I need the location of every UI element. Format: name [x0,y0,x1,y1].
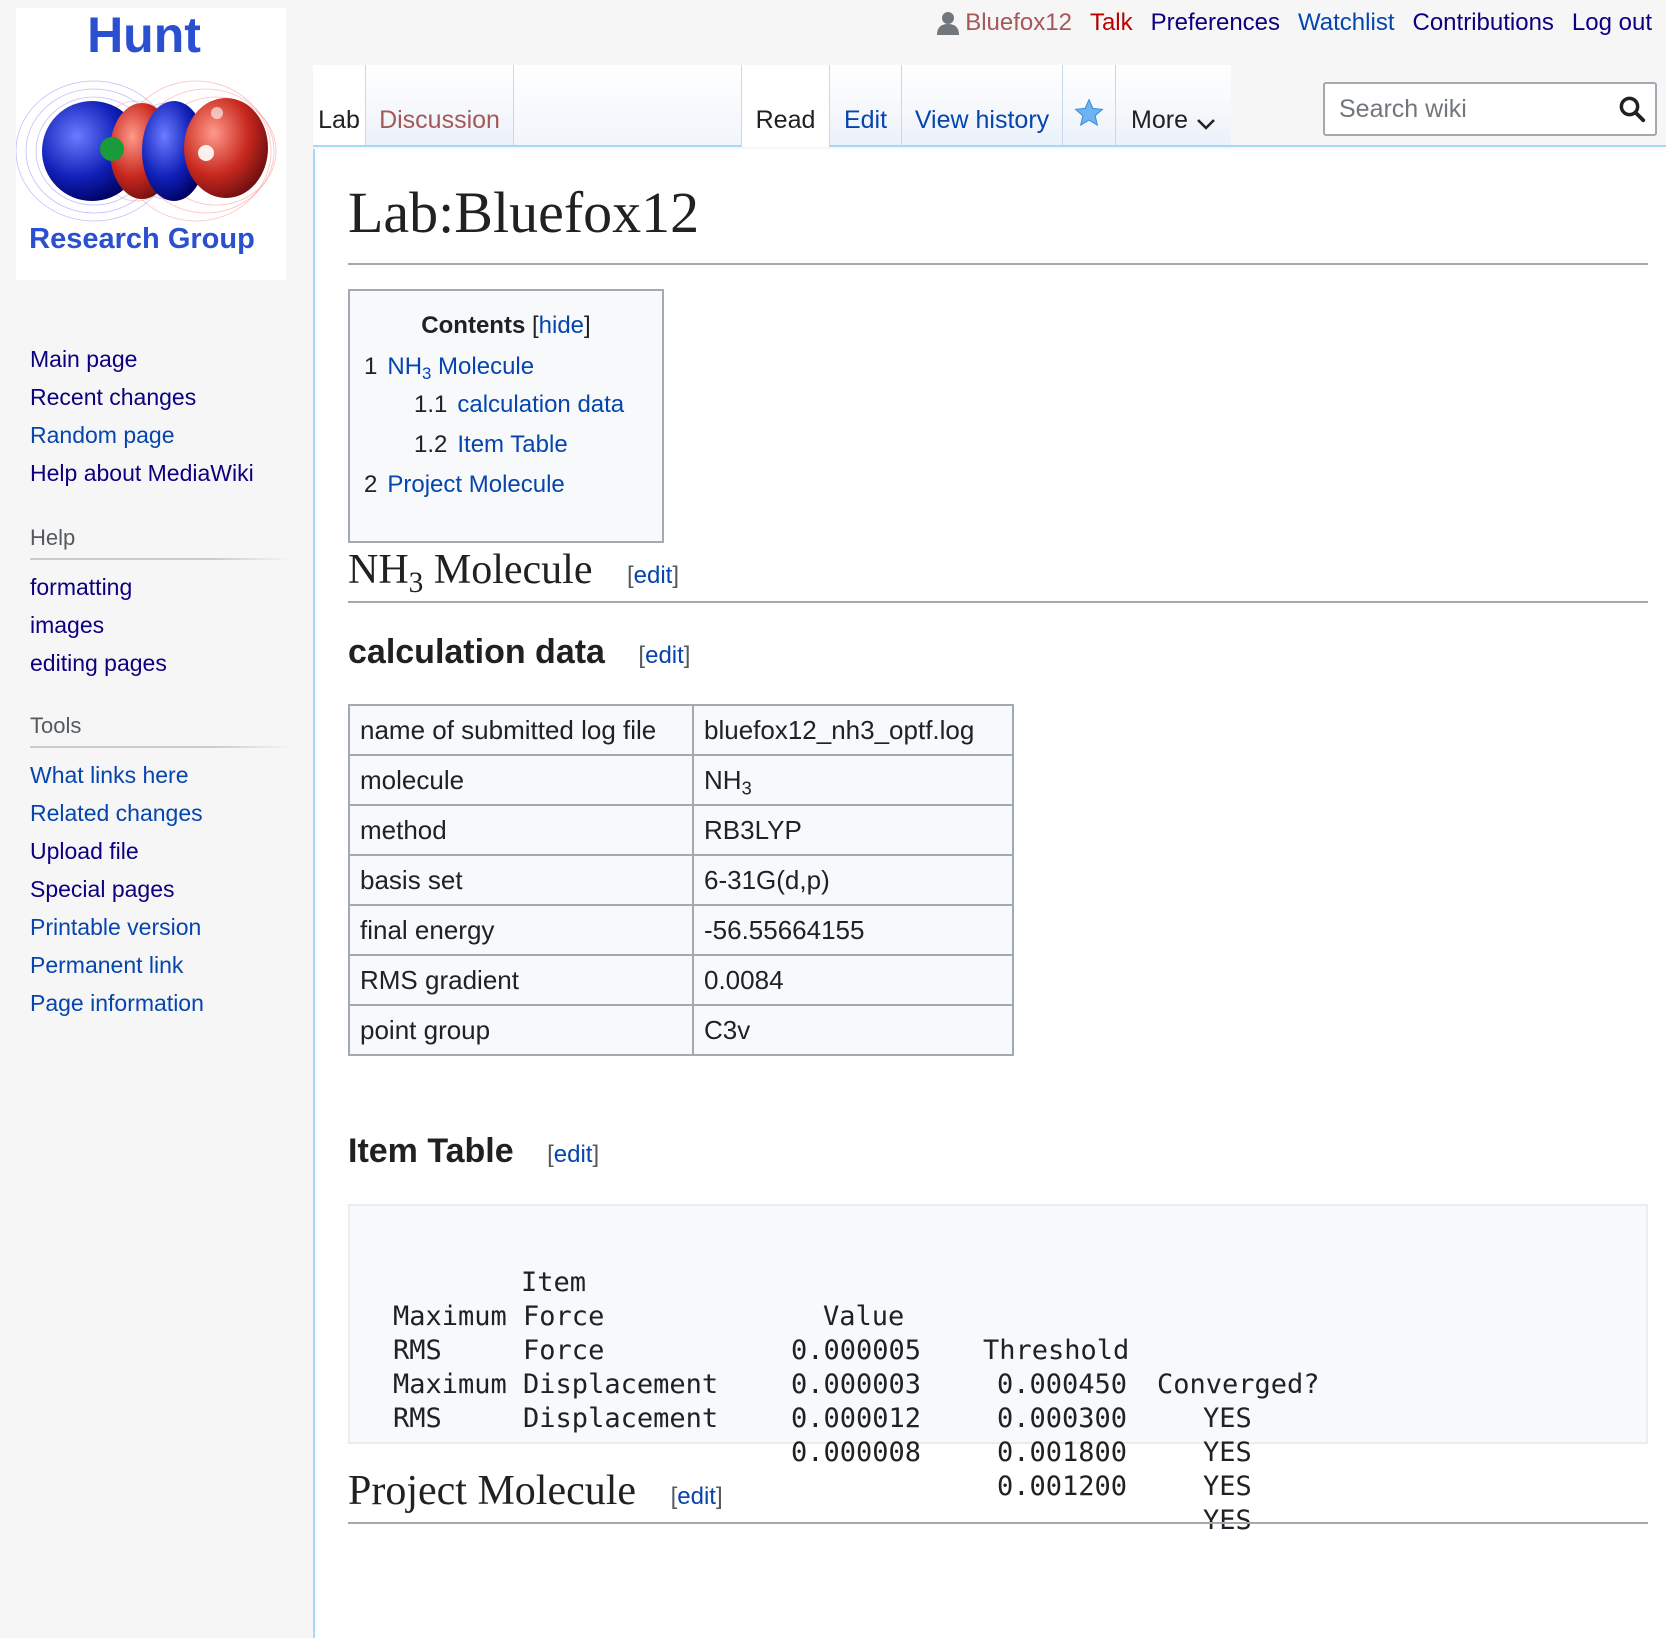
search-box [1323,82,1657,136]
toc-item-1-1[interactable] [414,387,624,423]
row-threshold: 0.000300 [997,1403,1128,1434]
personal-tools [937,8,1652,38]
toc-number: 1.1 [414,391,448,418]
site-logo[interactable] [16,8,286,280]
table-of-contents [348,289,664,543]
section-heading-project-molecule [348,1462,1648,1524]
content-area [313,149,1666,1638]
help-heading: Help [30,525,76,550]
row-item: RMS Force [393,1335,605,1366]
sidebar-item-recent-changes[interactable]: Recent changes [30,384,197,410]
star-icon [1073,97,1105,129]
row-threshold: 0.001200 [997,1471,1128,1502]
tab-view-history[interactable] [901,65,1062,147]
user-link[interactable]: Bluefox12 [965,9,1072,36]
user-icon [937,11,959,35]
toc-heading: Contents [421,312,526,339]
toc-title [350,307,662,345]
table-value-sub: 3 [741,777,752,798]
header-converged: Converged? [1157,1369,1320,1400]
table-key: final energy [349,905,693,955]
section-heading-item-table [348,1126,599,1176]
sidebar-item-what-links-here[interactable]: What links here [30,762,189,788]
sidebar-item-editing-pages[interactable]: editing pages [30,650,167,676]
sidebar-item-related-changes[interactable]: Related changes [30,800,203,826]
row-converged: YES [1203,1403,1252,1434]
logo-subtitle: Research Group [29,223,255,255]
contributions-link[interactable]: Contributions [1412,9,1554,36]
sidebar-item-permanent-link[interactable]: Permanent link [30,952,184,978]
tools-portal [30,706,292,1022]
logout-link[interactable]: Log out [1571,9,1652,36]
edit-link[interactable]: edit [645,642,684,669]
table-key: point group [349,1005,693,1055]
tab-right-underline [829,145,1666,147]
toc-item-2-text: Project Molecule [387,471,565,498]
table-value: C3v [693,1005,1013,1055]
more-menu[interactable] [1115,65,1231,147]
section-calc-title: calculation data [348,633,605,671]
table-row [349,905,1013,955]
sidebar-item-images[interactable]: images [30,612,105,638]
help-divider [30,558,292,560]
toc-number: 1 [364,353,378,380]
calculation-data-table [348,704,1014,1056]
row-threshold: 0.000450 [997,1369,1128,1400]
table-row [349,1005,1013,1055]
row-converged: YES [1203,1437,1252,1468]
search-button[interactable] [1617,94,1647,129]
toc-item-1-text: NH [387,353,423,380]
toc-toggle[interactable]: [hide] [531,312,591,339]
toc-number: 1.2 [414,431,448,458]
section-heading-nh3 [348,541,1648,603]
tab-lab-label: Lab [318,106,360,134]
tab-lab[interactable] [313,65,365,147]
section-heading-calculation-data [348,627,690,677]
table-key: method [349,805,693,855]
table-value [693,755,1013,805]
toc-hide-link[interactable]: hide [538,312,585,339]
tab-discussion[interactable] [365,65,513,147]
table-value: RB3LYP [693,805,1013,855]
more-menu-label: More [1131,106,1188,134]
row-item: RMS Displacement [393,1403,719,1434]
table-value: -56.55664155 [693,905,1013,955]
tab-discussion-label: Discussion [379,106,500,134]
page-title: Lab:Bluefox12 [348,177,1648,265]
sidebar-item-help-about-mediawiki[interactable]: Help about MediaWiki [30,460,254,486]
table-value: bluefox12_nh3_optf.log [693,705,1013,755]
section-nh3-text: NH [348,547,409,593]
watchlist-link[interactable]: Watchlist [1298,9,1395,36]
row-converged: YES [1203,1505,1252,1536]
section-nh3-sub: 3 [408,566,424,599]
user-menu[interactable] [937,9,1072,37]
table-value-text: NH [704,764,742,795]
logo-title: Hunt [87,8,201,63]
table-row [349,705,1013,755]
section-nh3-text-post: Molecule [423,547,593,593]
sidebar-item-upload-file[interactable]: Upload file [30,838,139,864]
toc-item-1-2[interactable] [414,427,568,463]
table-value: 6-31G(d,p) [693,855,1013,905]
tab-spacer [513,65,741,147]
sidebar-item-special-pages[interactable]: Special pages [30,876,175,902]
help-portal [30,518,292,682]
edit-section-item-table[interactable]: [edit] [547,1141,600,1168]
sidebar-item-random-page[interactable]: Random page [30,422,175,448]
section-item-table-title: Item Table [348,1132,514,1170]
edit-link[interactable]: edit [633,562,673,589]
row-item: Maximum Displacement [393,1369,719,1400]
sidebar-item-main-page[interactable]: Main page [30,346,138,372]
toc-item-1-1-text: calculation data [457,391,625,418]
chevron-down-icon [1196,117,1216,131]
search-input[interactable] [1337,94,1611,125]
tab-edit-label: Edit [843,106,888,134]
row-converged: YES [1203,1471,1252,1502]
edit-link[interactable]: edit [553,1141,593,1168]
tab-read[interactable] [741,65,829,147]
watch-star-button[interactable] [1062,65,1115,147]
row-value: 0.000012 [791,1403,922,1434]
table-key: basis set [349,855,693,905]
header-item: Item [521,1267,587,1298]
talk-link[interactable]: Talk [1089,9,1133,36]
sidebar-item-page-information[interactable]: Page information [30,990,204,1016]
header-value: Value [823,1301,905,1332]
preferences-link[interactable]: Preferences [1150,9,1281,36]
edit-section-project[interactable]: [edit] [670,1483,723,1510]
table-row [349,755,1013,805]
toc-number: 2 [364,471,378,498]
section-nh3-title [348,547,593,599]
table-row [349,805,1013,855]
sidebar-item-formatting[interactable]: formatting [30,574,133,600]
toc-item-1-sub: 3 [422,364,432,384]
tab-edit[interactable] [829,65,901,147]
row-value: 0.000005 [791,1335,922,1366]
row-value: 0.000003 [791,1369,922,1400]
edit-section-nh3[interactable]: [edit] [626,562,680,589]
tools-heading: Tools [30,713,82,738]
edit-link[interactable]: edit [677,1483,716,1510]
navigation-portal [30,340,292,492]
tools-divider [30,746,292,748]
table-value: 0.0084 [693,955,1013,1005]
header-threshold: Threshold [983,1335,1130,1366]
table-row [349,955,1013,1005]
toc-item-1-2-text: Item Table [457,431,568,458]
table-row [349,855,1013,905]
sidebar-item-printable-version[interactable]: Printable version [30,914,202,940]
row-threshold: 0.001800 [997,1437,1128,1468]
tab-read-label: Read [755,106,816,134]
search-icon [1617,94,1647,124]
table-key: molecule [349,755,693,805]
edit-section-calc[interactable]: [edit] [638,642,691,669]
table-key: name of submitted log file [349,705,693,755]
sidebar [0,340,300,1022]
section-project-title: Project Molecule [348,1468,637,1514]
row-value: 0.000008 [791,1437,922,1468]
tab-left-underline [313,145,741,147]
toc-item-2[interactable] [364,467,565,503]
row-item: Maximum Force [393,1301,605,1332]
tab-view-history-label: View history [914,106,1050,134]
table-key: RMS gradient [349,955,693,1005]
toc-item-1[interactable] [364,349,534,385]
toc-item-1-text-post: Molecule [431,353,535,380]
